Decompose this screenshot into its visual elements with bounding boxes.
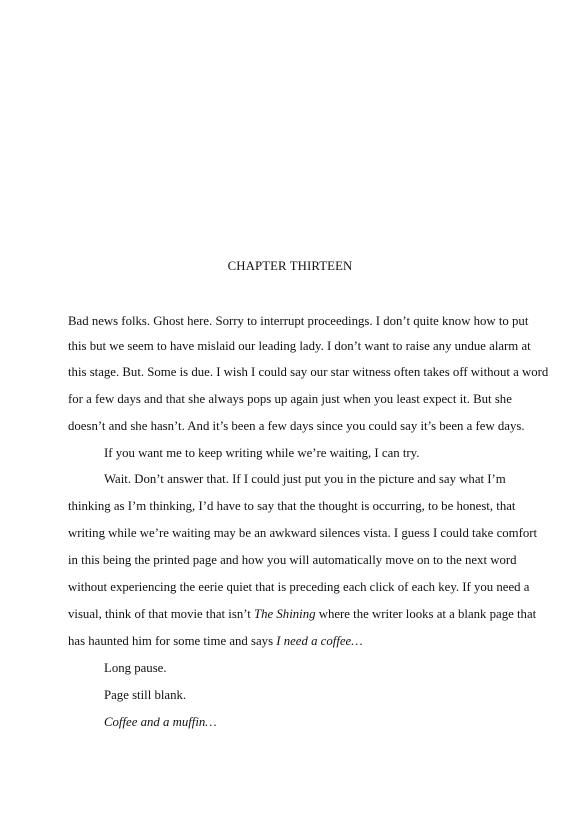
paragraph-line: Wait. Don’t answer that. If I could just put you in the picture and say what I’m: [104, 472, 506, 486]
paragraph-line: writing while we’re waiting may be an awkward silences vista. I guess I could take comfort: [68, 526, 538, 540]
paragraph-line: Page still blank.: [104, 688, 187, 702]
paragraph-line: this stage. But. Some is due. I wish I could say our star witness often takes off without a word: [68, 365, 549, 379]
line-text: where the writer looks at a blank page that: [315, 607, 537, 621]
paragraph-line: doesn’t and she hasn’t. And it’s been a few days since you could say it’s been a few days.: [68, 419, 525, 433]
paragraph-line: Long pause.: [104, 661, 167, 675]
paragraph-line: thinking as I’m thinking, I’d have to say that the thought is occurring, to be honest, that: [68, 499, 516, 513]
paragraph-line: this but we seem to have mislaid our leading lady. I don’t want to raise any undue alarm at: [68, 339, 531, 353]
paragraph-line: [68, 605, 536, 623]
chapter-title: CHAPTER THIRTEEN: [227, 259, 353, 273]
film-title: The Shining: [254, 607, 316, 621]
paragraph-line: If you want me to keep writing while we’re waiting, I can try.: [104, 446, 420, 460]
italic-quote: Coffee and a muffin…: [104, 715, 217, 729]
italic-quote: I need a coffee…: [276, 634, 363, 648]
paragraph-line: [104, 713, 217, 731]
line-text: visual, think of that movie that isn’t: [68, 607, 255, 621]
paragraph-line: for a few days and that she always pops up again just when you least expect it. But she: [68, 392, 512, 406]
paragraph-line: in this being the printed page and how you will automatically move on to the next word: [68, 553, 517, 567]
line-text: has haunted him for some time and says: [68, 634, 277, 648]
paragraph-line: without experiencing the eerie quiet that is preceding each click of each key. If you need a: [68, 580, 530, 594]
paragraph-line: [68, 632, 363, 650]
paragraph-line: Bad news folks. Ghost here. Sorry to interrupt proceedings. I don’t quite know how to put: [68, 314, 529, 328]
